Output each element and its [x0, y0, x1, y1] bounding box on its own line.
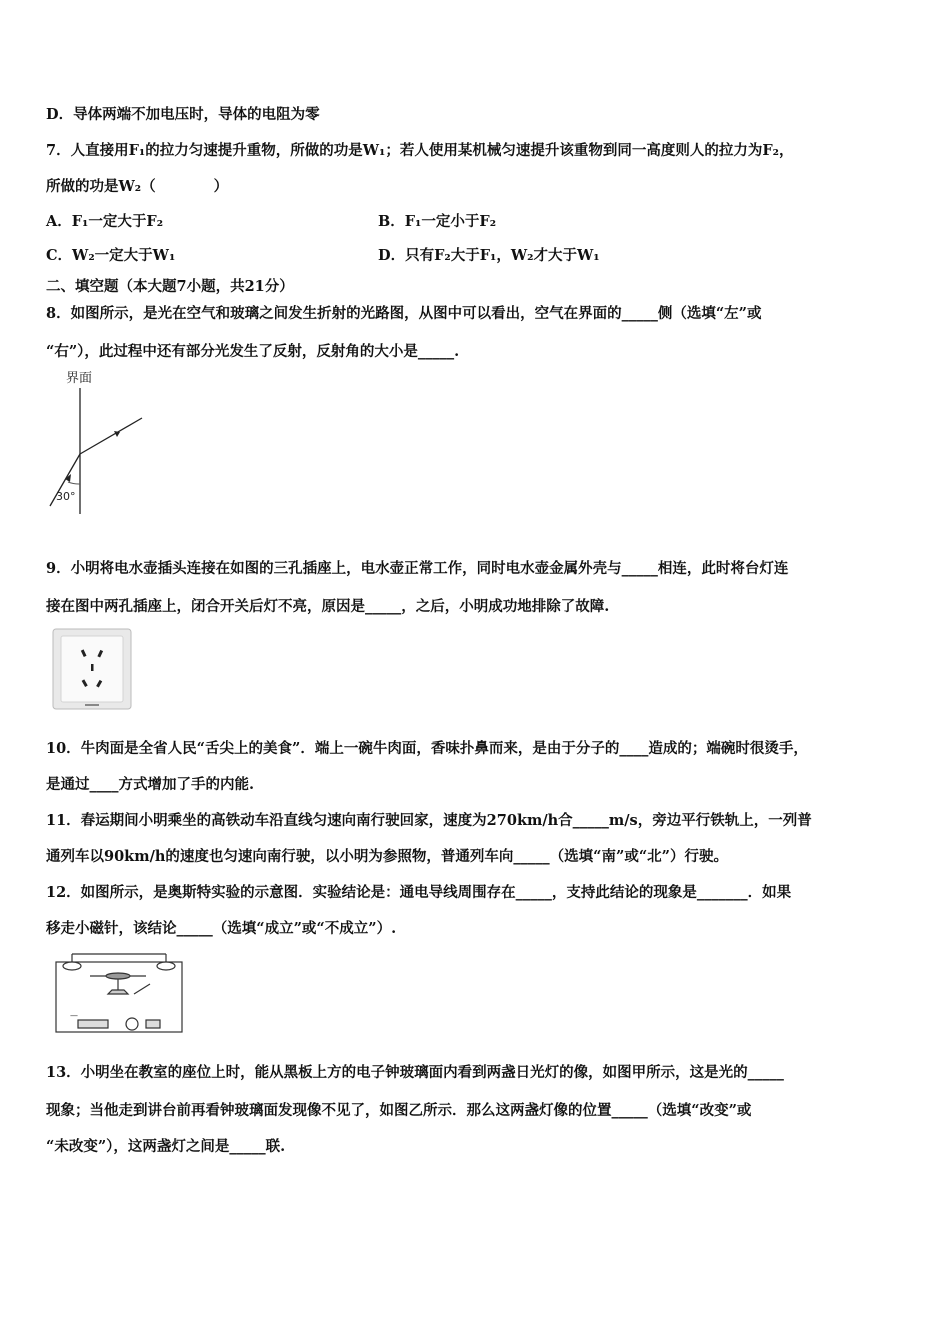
q12-stem-1: 12．如图所示，是奥斯特实验的示意图．实验结论是：通电导线周围存在_____，支持此结论的现象是_______．如果: [46, 884, 792, 901]
q13-stem-3: “未改变”），这两盏灯之间是_____联.: [46, 1138, 286, 1155]
svg-text:—: —: [70, 1011, 78, 1020]
q7-option-d: D．只有F₂大于F₁，W₂才大于W₁: [378, 247, 600, 264]
q9-stem-1: 9．小明将电水壶插头连接在如图的三孔插座上，电水壶正常工作，同时电水壶金属外壳与_____相连，此时将台灯连: [46, 560, 789, 577]
section-title: 二、填空题（本大题7小题，共21分）: [46, 278, 294, 295]
q13-stem-2: 现象；当他走到讲台前再看钟玻璃面发现像不见了，如图乙所示．那么这两盏灯像的位置_____（选填“改变”或: [46, 1102, 752, 1119]
q6-option-d: D．导体两端不加电压时，导体的电阻为零: [46, 106, 320, 123]
refraction-diagram-icon: [40, 366, 150, 514]
q13-stem-1: 13．小明坐在教室的座位上时，能从黑板上方的电子钟玻璃面内看到两盏日光灯的像，如图甲所示，这是光的_____: [46, 1064, 784, 1081]
q12-stem-2: 移走小磁针，该结论_____（选填“成立”或“不成立”）.: [46, 920, 397, 937]
oersted-apparatus-icon: [50, 950, 188, 1040]
q7-option-b: B．F₁一定小于F₂: [378, 213, 497, 230]
q10-stem-2: 是通过____方式增加了手的内能.: [46, 776, 255, 793]
q10-stem-1: 10．牛肉面是全省人民“舌尖上的美食”．端上一碗牛肉面，香味扑鼻而来，是由于分子的____造成的；端碗时很烫手，: [46, 740, 808, 757]
q9-stem-2: 接在图中两孔插座上，闭合开关后灯不亮，原因是_____，之后，小明成功地排除了故障.: [46, 598, 610, 615]
q7-stem-2: 所做的功是W₂（ ）: [46, 178, 229, 195]
q7-option-a: A．F₁一定大于F₂: [46, 213, 164, 230]
q8-stem-1: 8．如图所示，是光在空气和玻璃之间发生折射的光路图，从图中可以看出，空气在界面的_____侧（选填“左”或: [46, 305, 762, 322]
q7-option-c: C．W₂一定大于W₁: [46, 247, 176, 264]
q11-stem-1: 11．春运期间小明乘坐的高铁动车沿直线匀速向南行驶回家，速度为270km/h合_____m/s，旁边平行铁轨上，一列普: [46, 812, 812, 829]
q11-stem-2: 通列车以90km/h的速度也匀速向南行驶，以小明为参照物，普通列车向_____（选填“南”或“北”）行驶。: [46, 848, 729, 865]
angle-label: 30°: [56, 490, 76, 503]
q7-stem-1: 7．人直接用F₁的拉力匀速提升重物，所做的功是W₁；若人使用某机械匀速提升该重物到同一高度则人的拉力为F₂，: [46, 142, 794, 159]
wall-socket-icon: [52, 628, 132, 710]
q8-stem-2: “右”），此过程中还有部分光发生了反射，反射角的大小是_____.: [46, 343, 460, 360]
interface-label: 界面: [66, 371, 93, 386]
